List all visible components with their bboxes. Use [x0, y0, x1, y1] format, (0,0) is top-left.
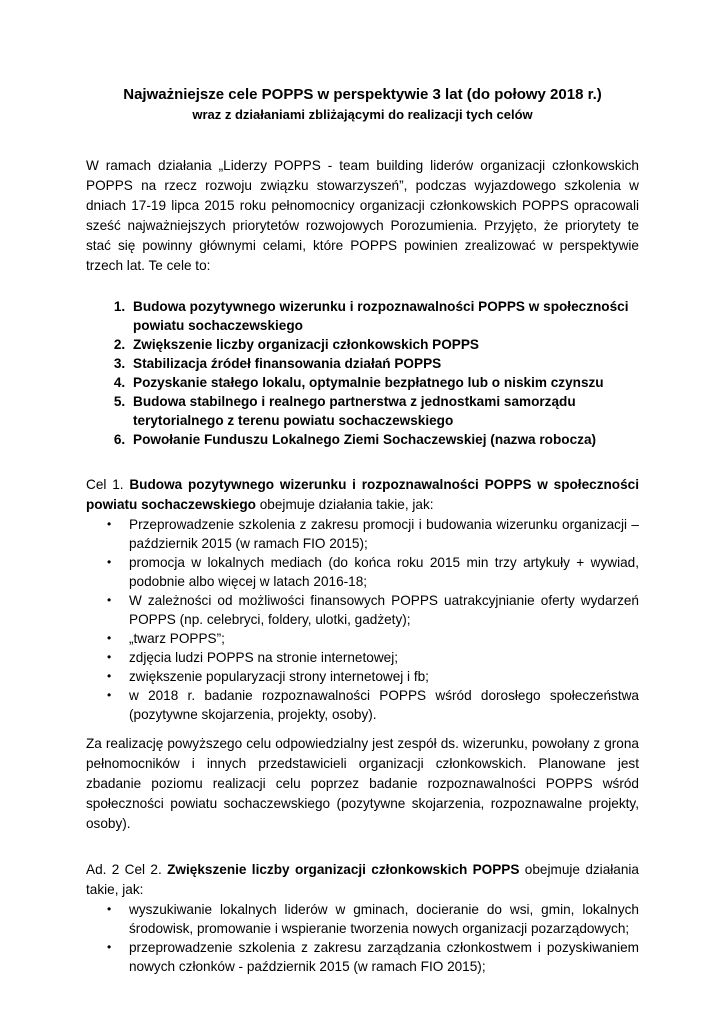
- bullet-icon: •: [107, 669, 112, 683]
- bullet-icon: •: [107, 631, 112, 645]
- list-item: [107, 667, 639, 686]
- list-item: [107, 900, 639, 938]
- goal-item: 3. Stabilizacja źródeł finansowania działań POPPS: [129, 354, 639, 373]
- cel1-suffix: obejmuje działania takie, jak:: [255, 497, 434, 512]
- list-item: [107, 938, 639, 976]
- list-item-text: w 2018 r. badanie rozpoznawalności POPPS wśród dorosłego społeczeństwa (pozytywne skojarzenia, projekty, osoby).: [129, 688, 639, 722]
- list-item: [107, 648, 639, 667]
- list-item: [107, 553, 639, 591]
- goal-item: 6. Powołanie Funduszu Lokalnego Ziemi Sochaczewskiej (nazwa robocza): [129, 430, 639, 449]
- list-item-text: W zależności od możliwości finansowych POPPS uatrakcyjnianie oferty wydarzeń POPPS (np. celebryci, foldery, ulotki, gadżety);: [129, 593, 639, 627]
- list-item-text: zdjęcia ludzi POPPS na stronie internetowej;: [129, 650, 398, 665]
- bullet-icon: •: [107, 688, 112, 702]
- document-subtitle: wraz z działaniami zbliżającymi do realizacji tych celów: [192, 107, 533, 122]
- bullet-icon: •: [107, 593, 112, 607]
- list-item-text: przeprowadzenie szkolenia z zakresu zarządzania członkostwem i pozyskiwaniem nowych członków - październik 2015 (w ramach FIO 2015);: [129, 940, 639, 974]
- cel1-responsibility-paragraph: Za realizację powyższego celu odpowiedzialny jest zespół ds. wizerunku, powołany z grona pełnomocników i innych przedstawicieli organizacji członkowskich. Planowane jest zbadanie poziomu realizacji celu poprzez badanie rozpoznawalności POPPS wśród społeczności powiatu sochaczewskiego (pozytywne skojarzenia, rozpoznawalne projekty, osoby).: [86, 736, 639, 831]
- list-item: [107, 515, 639, 553]
- list-item: [107, 629, 639, 648]
- goal-item: 2. Zwiększenie liczby organizacji członkowskich POPPS: [129, 335, 639, 354]
- cel1-heading: [86, 475, 639, 515]
- list-item-text: zwiększenie popularyzacji strony internetowej i fb;: [129, 669, 429, 684]
- goals-list: [86, 297, 639, 449]
- bullet-icon: •: [107, 940, 112, 954]
- goal-item: 4. Pozyskanie stałego lokalu, optymalnie bezpłatnego lub o niskim czynszu: [129, 373, 639, 392]
- goal-item: 1. Budowa pozytywnego wizerunku i rozpoznawalności POPPS w społeczności powiatu sochaczewskiego: [129, 297, 639, 335]
- cel1-prefix: Cel 1.: [86, 477, 130, 492]
- list-item-text: „twarz POPPS”;: [129, 631, 225, 646]
- list-item-text: wyszukiwanie lokalnych liderów w gminach, docieranie do wsi, gmin, lokalnych środowisk, promowanie i wspieranie tworzenia nowych organizacji pozarządowych;: [129, 902, 639, 936]
- cel2-name: Zwiększenie liczby organizacji członkowskich POPPS: [167, 862, 520, 877]
- cel1-actions-list: [86, 515, 639, 724]
- bullet-icon: •: [107, 650, 112, 664]
- cel2-heading: [86, 860, 639, 900]
- list-item-text: promocja w lokalnych mediach (do końca roku 2015 min trzy artykuły + wywiad, podobnie albo więcej w latach 2016-18;: [129, 555, 639, 589]
- list-item-text: Przeprowadzenie szkolenia z zakresu promocji i budowania wizerunku organizacji – październik 2015 (w ramach FIO 2015);: [129, 517, 639, 551]
- list-item: [107, 686, 639, 724]
- intro-paragraph: W ramach działania „Liderzy POPPS - team building liderów organizacji członkowskich POPPS na rzecz rozwoju związku stowarzyszeń”, podczas wyjazdowego szkolenia w dniach 17-19 lipca 2015 roku pełnomocnicy organizacji członkowskich POPPS opracowali sześć najważniejszych priorytetów rozwojowych Porozumienia. Przyjęto, że priorytety te stać się powinny głównymi celami, które POPPS powinien zrealizować w perspektywie trzech lat. Te cele to:: [86, 158, 639, 273]
- bullet-icon: •: [107, 555, 112, 569]
- document-title: Najważniejsze cele POPPS w perspektywie 3 lat (do połowy 2018 r.): [123, 86, 602, 103]
- bullet-icon: •: [107, 517, 112, 531]
- cel2-suffix: obejmuje działania takie, jak:: [86, 862, 639, 897]
- list-item: [107, 591, 639, 629]
- goal-item: 5. Budowa stabilnego i realnego partnerstwa z jednostkami samorządu terytorialnego z terenu powiatu sochaczewskiego: [129, 392, 639, 430]
- cel1-name: Budowa pozytywnego wizerunku i rozpoznawalności POPPS w społeczności powiatu sochaczewskiego: [86, 477, 639, 512]
- cel2-actions-list: [86, 900, 639, 976]
- cel2-prefix: Ad. 2 Cel 2.: [86, 862, 168, 877]
- bullet-icon: •: [107, 902, 112, 916]
